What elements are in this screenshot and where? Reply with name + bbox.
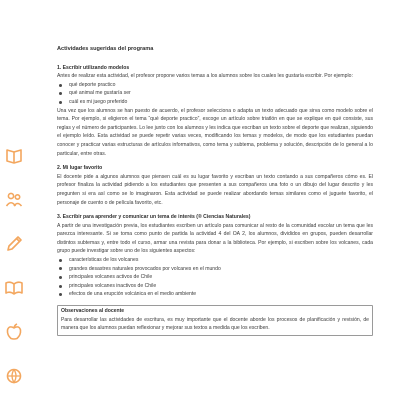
section-1-list bbox=[57, 81, 373, 107]
apple-icon bbox=[4, 322, 24, 342]
section-3-body: A partir de una investigación previa, los estudiantes escriben un artículo para comunicar al resto de la comunidad escolar un tema que les parezca interesante. Si se toma como punto de partida la actividad 4 del OA 2, los alumnos, divididos en grupos, pueden desarrollar distintos subtemas y, entre todo el curso, armar una revista para donar a la biblioteca. Por ejemplo, si escriben sobre los volcanes, cada grupo puede investigar sobre uno de los siguientes aspectos: bbox=[57, 222, 373, 255]
list-item: qué animal me gustaría ser bbox=[57, 89, 373, 98]
page-title: Actividades sugeridas del programa bbox=[57, 46, 154, 52]
section-2-body: El docente pide a algunos alumnos que piensen cuál es su lugar favorito y escriban un texto contando a sus compañeros cómo es. El profesor finaliza la actividad pidiendo a los estudiantes que presenten a sus compañeros una foto o un dibujo del lugar descrito y les pregunten si era así como se lo imaginaron. Esta actividad se puede realizar abordando temas similares como el juguete favorito, el personaje de cuento o de película favorito, etc. bbox=[57, 173, 373, 206]
section-3-list bbox=[57, 256, 373, 299]
pencil-icon bbox=[4, 234, 24, 254]
teacher-observations-box bbox=[57, 305, 373, 336]
section-1-body: Una vez que los alumnos se han puesto de acuerdo, el profesor selecciona o adapta un texto adecuado que sirva como modelo sobre el tema. Por ejemplo, si eligieron el tema “qué deporte practico”, escoge un artículo sobre triatlón en que se explique en qué consiste, sus reglas y el número de participantes. Lo lee junto con los alumnos y les indica que escriban un texto sobre el deporte que realizan, siguiendo el ejemplo leído. Esta actividad se puede repetir varias veces, modificando los temas y modelos, de modo que los estudiantes puedan conocer y practicar varias estructuras de artículos informativos, como tema y subtema, problema y solución, descripción de lo general a lo particular, entre otras. bbox=[57, 107, 373, 157]
list-item: grandes desastres naturales provocados por volcanes en el mundo bbox=[57, 265, 373, 274]
decorative-icon-rail bbox=[0, 0, 28, 400]
list-item: principales volcanes activos de Chile bbox=[57, 273, 373, 282]
observations-body: Para desarrollar las actividades de escritura, es muy importante que el docente aborde los procesos de planificación y revisión, de manera que los alumnos puedan reflexionar y mejorar sus textos a medida que los escriben. bbox=[61, 316, 369, 332]
globe-icon bbox=[4, 366, 24, 386]
section-1-heading: 1. Escribir utilizando modelos bbox=[57, 64, 130, 71]
list-item: cuál es mi juego preferido bbox=[57, 98, 373, 107]
section-2-heading: 2. Mi lugar favorito bbox=[57, 165, 103, 172]
list-item: efectos de una erupción volcánica en el medio ambiente bbox=[57, 290, 373, 299]
section-3-heading: 3. Escribir para aprender y comunicar un tema de interés (® Ciencias Naturales) bbox=[57, 214, 251, 221]
open-book-icon bbox=[4, 278, 24, 298]
document-page bbox=[57, 45, 373, 336]
list-item: qué deporte practico bbox=[57, 81, 373, 90]
book-icon bbox=[4, 146, 24, 166]
list-item: principales volcanes inactivos de Chile bbox=[57, 282, 373, 291]
observations-heading: Observaciones al docente bbox=[61, 308, 125, 315]
list-item: características de los volcanes bbox=[57, 256, 373, 265]
section-1-intro: Antes de realizar esta actividad, el profesor propone varios temas a los alumnos sobre los cuales les gustaría escribir. Por ejemplo: bbox=[57, 73, 353, 80]
people-icon bbox=[4, 190, 24, 210]
